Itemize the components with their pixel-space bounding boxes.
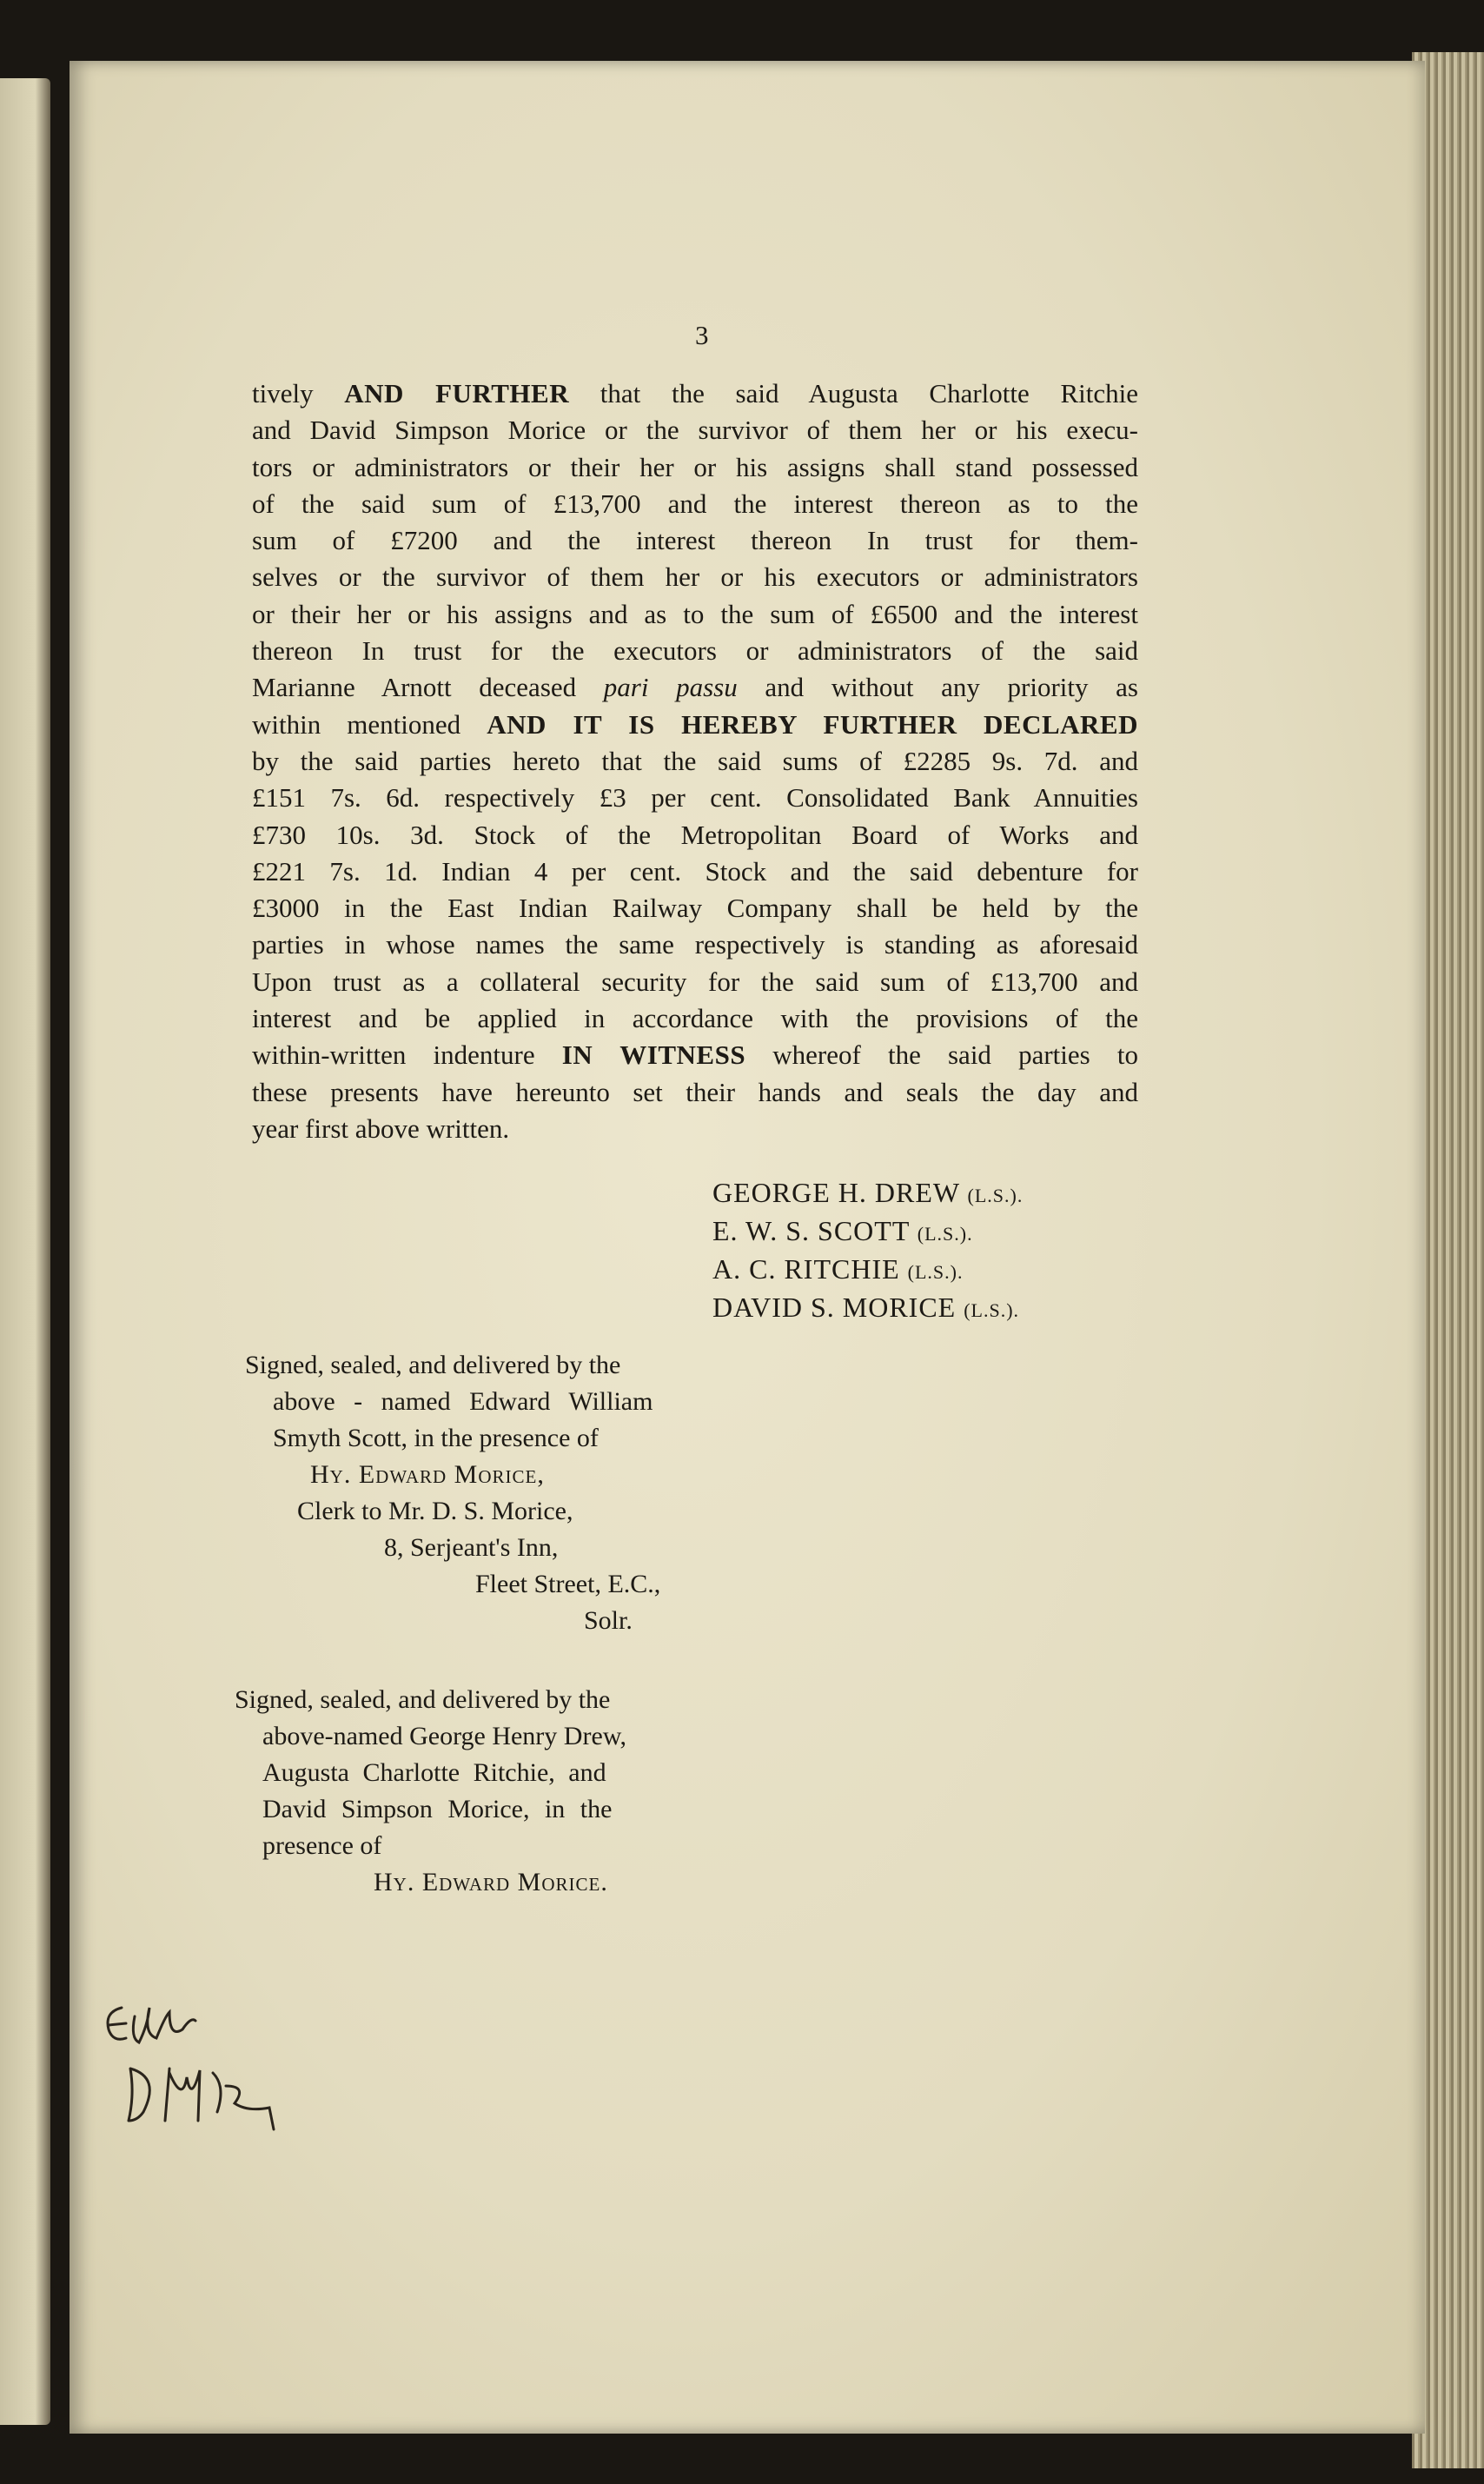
body-line bbox=[252, 412, 1138, 448]
text-segment: sum of £7200 and the interest thereon In trust for them- bbox=[252, 525, 1138, 556]
text-segment: year first above written. bbox=[252, 1112, 510, 1144]
body-line bbox=[252, 559, 1138, 595]
body-line bbox=[252, 375, 1138, 412]
body-line bbox=[252, 1111, 1138, 1147]
body-line bbox=[252, 927, 1138, 963]
witness-line: Solr. bbox=[584, 1606, 633, 1635]
text-segment: thereon In trust for the executors or administrators of the said bbox=[252, 635, 1138, 667]
signatory: A. C. RITCHIE (L.S.). bbox=[712, 1253, 964, 1285]
witness-line: 8, Serjeant's Inn, bbox=[384, 1533, 559, 1562]
previous-page-edge bbox=[0, 78, 50, 2425]
body-line bbox=[252, 1000, 1138, 1037]
witness-line: Smyth Scott, in the presence of bbox=[273, 1424, 599, 1452]
witness-line: presence of bbox=[262, 1831, 382, 1860]
body-line bbox=[252, 780, 1138, 816]
text-segment: or their her or his assigns and as to the sum of £6500 and the interest bbox=[252, 598, 1138, 629]
handwritten-initials-signature bbox=[96, 1990, 304, 2155]
body-line bbox=[252, 596, 1138, 633]
text-segment: £730 10s. 3d. Stock of the Metropolitan Board of Works and bbox=[252, 819, 1138, 850]
body-line bbox=[252, 853, 1138, 890]
body-line bbox=[252, 817, 1138, 853]
witness-line: David Simpson Morice, in the bbox=[262, 1795, 613, 1823]
text-segment: tively bbox=[252, 378, 345, 408]
text-segment: and David Simpson Morice or the survivor of them her or his execu- bbox=[252, 415, 1138, 446]
text-segment: and without any priority as bbox=[737, 672, 1138, 703]
body-line bbox=[252, 486, 1138, 522]
text-segment: by the said parties hereto that the said sums of £2285 9s. 7d. and bbox=[252, 745, 1138, 776]
bold-phrase: IN WITNESS bbox=[561, 1039, 746, 1071]
text-segment: tors or administrators or their her or his assigns shall stand possessed bbox=[252, 451, 1138, 482]
text-segment: interest and be applied in accordance with the provisions of the bbox=[252, 1003, 1138, 1034]
witness-line: above - named Edward William bbox=[273, 1387, 653, 1416]
body-line bbox=[252, 449, 1138, 486]
page-number: 3 bbox=[695, 320, 709, 350]
witness-line: Fleet Street, E.C., bbox=[475, 1570, 661, 1598]
signatory: E. W. S. SCOTT (L.S.). bbox=[712, 1215, 973, 1246]
witness-line: above-named George Henry Drew, bbox=[262, 1722, 626, 1750]
witness-line: Augusta Charlotte Ritchie, and bbox=[262, 1758, 606, 1787]
text-segment: whereof the said parties to bbox=[745, 1039, 1138, 1071]
body-line bbox=[252, 1037, 1138, 1073]
deed-body-text bbox=[252, 375, 1138, 1147]
text-segment: of the said sum of £13,700 and the interest thereon as to the bbox=[252, 488, 1138, 519]
witness-line: Signed, sealed, and delivered by the bbox=[245, 1351, 621, 1379]
signatory: DAVID S. MORICE (L.S.). bbox=[712, 1292, 1020, 1323]
body-line bbox=[252, 1074, 1138, 1111]
text-segment: selves or the survivor of them her or his executors or administrators bbox=[252, 561, 1138, 593]
text-segment: Marianne Arnott deceased bbox=[252, 672, 604, 703]
witness-block-drew-ritchie-morice bbox=[235, 1682, 626, 1901]
body-line bbox=[252, 707, 1138, 743]
witness-line: Clerk to Mr. D. S. Morice, bbox=[297, 1497, 573, 1525]
text-segment: £3000 in the East Indian Railway Company shall be held by the bbox=[252, 893, 1138, 924]
text-segment: within-written indenture bbox=[252, 1039, 562, 1071]
witness-line: Signed, sealed, and delivered by the bbox=[235, 1685, 611, 1714]
text-segment: within mentioned bbox=[252, 708, 487, 740]
italic-phrase: pari passu bbox=[603, 672, 738, 703]
bold-phrase: AND IT IS HEREBY FURTHER DECLARED bbox=[487, 708, 1138, 740]
body-line bbox=[252, 633, 1138, 669]
text-segment: Upon trust as a collateral security for the said sum of £13,700 and bbox=[252, 966, 1138, 997]
text-segment: £151 7s. 6d. respectively £3 per cent. Consolidated Bank Annuities bbox=[252, 782, 1138, 814]
body-line bbox=[252, 964, 1138, 1000]
bold-phrase: AND FURTHER bbox=[344, 378, 570, 408]
body-line bbox=[252, 890, 1138, 927]
text-segment: parties in whose names the same respectively is standing as aforesaid bbox=[252, 929, 1138, 960]
signatories-list bbox=[712, 1173, 1023, 1326]
body-line bbox=[252, 669, 1138, 706]
witness-name: Hy. Edward Morice, bbox=[310, 1460, 545, 1489]
witness-name: Hy. Edward Morice. bbox=[374, 1868, 608, 1896]
body-line bbox=[252, 743, 1138, 780]
signatory: GEORGE H. DREW (L.S.). bbox=[712, 1177, 1024, 1208]
text-segment: that the said Augusta Charlotte Ritchie bbox=[569, 378, 1138, 408]
text-segment: £221 7s. 1d. Indian 4 per cent. Stock and the said debenture for bbox=[252, 855, 1138, 887]
witness-block-scott bbox=[245, 1347, 660, 1639]
text-segment: these presents have hereunto set their hands and seals the day and bbox=[252, 1076, 1138, 1107]
body-line bbox=[252, 522, 1138, 559]
